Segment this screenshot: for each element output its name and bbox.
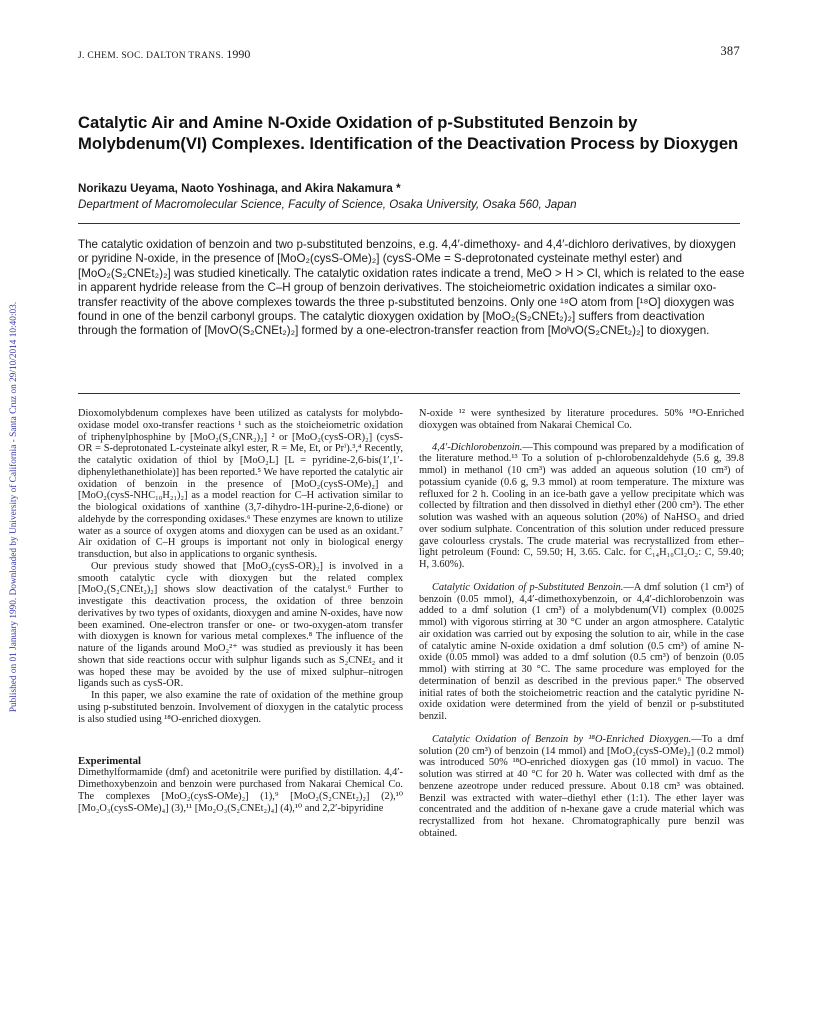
- catalytic-oxidation-paragraph: [419, 582, 744, 723]
- author-list: Norikazu Ueyama, Naoto Yoshinaga, and Akira Nakamura *: [78, 182, 401, 195]
- right-text-column: [419, 408, 744, 840]
- abstract-bottom-rule: [78, 393, 740, 394]
- abstract: The catalytic oxidation of benzoin and two p-substituted benzoins, e.g. 4,4′-dimethoxy- and 4,4′-dichloro derivatives, by dioxygen or pyridine N-oxide, in the presence of [MoO₂(cysS-OMe)₂] (cysS-OMe = S-deprotonated cysteinate methyl ester) and [MoO₂(S₂CNEt₂)₂] was studied kinetically. The catalytic oxidation rates indicate a trend, MeO > H > Cl, which is related to the ease in apparent hydride release from the C–H group of benzoin derivatives. The stoicheiometric oxidation indicates a similar oxo-transfer reactivity of the above complexes towards the three p-substituted benzoins. Only one ¹⁸O atom from [¹⁸O] dioxygen was found in one of the benzil carbonyl groups. The catalytic dioxygen oxidation by [MoO₂(S₂CNEt₂)₂] suffers from deactivation through the formation of [MoᴠO(S₂CNEt₂)₂] formed by a one-electron-transfer reaction from [MoᴵᴠO(S₂CNEt₂)₂] to dioxygen.: [78, 238, 745, 338]
- experimental-paragraph: Dimethylformamide (dmf) and acetonitrile were purified by distillation. 4,4′-Dimethoxybenzoin and benzoin were purchased from Nakarai Chemical Co. The complexes [MoO₂(cysS-OMe)₂] (1),⁹ [MoO₂(S₂CNEt₂)₂] (2),¹⁰ [Mo₂O₃(cysS-OMe)₄] (3),¹¹ [Mo₂O₃(S₂CNEt₂)₄] (4),¹⁰ and 2,2′-bipyridine: [78, 767, 403, 814]
- intro-paragraph-3: In this paper, we also examine the rate of oxidation of the methine group using p-substituted benzoin. Involvement of dioxygen in the catalytic process is also studied using ¹⁸O-enriched dioxygen.: [78, 690, 403, 725]
- dichlorobenzoin-text: —This compound was prepared by a modification of the literature method.¹³ To a solution of p-chlorobenzaldehyde (5.6 g, 39.8 mmol) in methanol (10 cm³) was added an aqueous solution (10 cm³) of potassium cyanide (0.6 g, 9.3 mmol) at room temperature. The mixture was refluxed for 2 h. Cooling in an ice-bath gave a yellow precipitate which was collected by filtration and then dissolved in diethyl ether (200 cm³). The ether solution was washed with an aqueous solution (20%) of NaHSO₃ and dried over sodium sulphate. Concentration of this solution under reduced pressure gave colourless crystals. The crude material was recrystallized from ether–light petroleum (Found: C, 59.50; H, 3.65. Calc. for C₁₄H₁₀Cl₂O₂: C, 59.40; H, 3.60%).: [419, 441, 744, 570]
- running-header: [78, 44, 740, 62]
- abstract-top-rule: [78, 223, 740, 224]
- page-number: 387: [720, 44, 740, 58]
- download-watermark: Published on 01 January 1990. Downloaded by University of California - Santa Cruz on 29/10/2014 10:40:03.: [9, 301, 19, 713]
- dichlorobenzoin-heading: 4,4′-Dichlorobenzoin.: [432, 441, 523, 453]
- journal-title: J. CHEM. SOC. DALTON TRANS.: [78, 51, 224, 61]
- journal-name: [78, 47, 250, 62]
- experimental-heading: Experimental: [78, 755, 141, 768]
- intro-paragraph-2: Our previous study showed that [MoO₂(cysS-OR)₂] is involved in a smooth catalytic cycle with dioxygen but the related complex [MoO₂(S₂CNEt₂)₂] shows slow deactivation of the catalyst.⁶ Further to investigate this deactivation process, the oxidation of three benzoin derivatives by two types of oxidants, dioxygen and amine N-oxides, have now been examined. One-electron transfer or one- or two-oxygen-atom transfer with dioxygen is known for various metal complexes.⁸ The influence of the nature of the ligands around MoO₂²⁺ was studied as previously it has been shown that side reactions occur with sulphur ligands such as S₂CNEt₂ and it was hoped these may be avoided by the use of mixed sulphur–nitrogen ligands such as cysS-OR.: [78, 560, 403, 690]
- catalytic-oxidation-text: —A dmf solution (1 cm³) of benzoin (0.05 mmol), 4,4′-dimethoxybenzoin, or 4,4′-dichlorobenzoin was added to a dmf solution (1 cm³) of a molybdenum(VI) complex (0.0025 mmol) with vigorous stirring at 30 °C under an argon atmosphere. Catalytic air oxidation was carried out by exposing the solution to air, while in the case of catalytic amine N-oxide oxidation a dmf solution (0.5 cm³) of amine N-oxide (0.05 mmol) was added to a dmf solution (0.5 cm³) of benzoin (0.05 mmol) with stirring at 30 °C. The same procedure was employed for the determination of benzil as described in the previous paper.⁶ The observed initial rates of both the stoicheiometric reaction and the catalytic pyridine N-oxide oxidation were determined from the yield of benzil or p-substituted benzil.: [419, 581, 744, 722]
- journal-year: 1990: [226, 47, 251, 61]
- author-affiliation: Department of Macromolecular Science, Faculty of Science, Osaka University, Osaka 560, Japan: [78, 198, 577, 211]
- dichlorobenzoin-paragraph: [419, 442, 744, 571]
- enriched-dioxygen-text: —To a dmf solution (20 cm³) of benzoin (14 mmol) and [MoO₂(cysS-OMe)₂] (0.2 mmol) was introduced 50% ¹⁸O-enriched dioxygen gas (10 mmol) in vacuo. The solution was stirred at 40 °C for 20 h. Water was collected with dmf as the benzene azeotrope under reduced pressure. About 0.18 cm³ was obtained. Benzil was extracted with water–diethyl ether (1:1). The ether layer was concentrated and the addition of n-hexane gave a crude material which was recrystallized from hot hexane. Chromatographically pure benzil was obtained.: [419, 733, 744, 839]
- enriched-dioxygen-heading: Catalytic Oxidation of Benzoin by ¹⁸O-Enriched Dioxygen.: [432, 733, 692, 745]
- left-text-column: [78, 408, 403, 814]
- intro-paragraph-1: Dioxomolybdenum complexes have been utilized as catalysts for molybdo-oxidase model oxo-transfer reactions ¹ such as the stoicheiometric oxidation of triphenylphosphine by [MoO₂(S₂CNR₂)₂] ² or [MoO₂(cysS-OR)₂] (cysS-OR = S-deprotonated L-cysteinate alkyl ester, R = Me, Et, or Prⁱ).³,⁴ Recently, the catalytic oxidation of thiol by [MoO₂L] [L = pyridine-2,6-bis(1′,1′-diphenylethanethiolate)] has been reported.⁵ We have reported the catalytic air oxidation of benzoin in the presence of [MoO₂(cysS-OMe)₂] and [MoO₂(cysS-NHC₁₀H₂₁)₂] as a model reaction for C–H activation similar to the biological oxidations of xanthine (3,7-dihydro-1H-purine-2,6-dione) or aldehyde by the corresponding oxidases.⁶ These enzymes are known to utilize water as a source of oxygen atoms and dioxygen can be used as an oxidant.⁷ Air oxidation of C–H groups is important not only in biological energy transduction, but also in applications to organic synthesis.: [78, 408, 403, 560]
- article-title: Catalytic Air and Amine N-Oxide Oxidation of p-Substituted Benzoin by Molybdenum(VI) Complexes. Identification of the Deactivation Process by Dioxygen: [78, 113, 739, 153]
- catalytic-oxidation-heading: Catalytic Oxidation of p-Substituted Benzoin.: [432, 581, 624, 593]
- enriched-dioxygen-paragraph: [419, 734, 744, 840]
- materials-paragraph: N-oxide ¹² were synthesized by literature procedures. 50% ¹⁸O-Enriched dioxygen was obtained from Nakarai Chemical Co.: [419, 408, 744, 431]
